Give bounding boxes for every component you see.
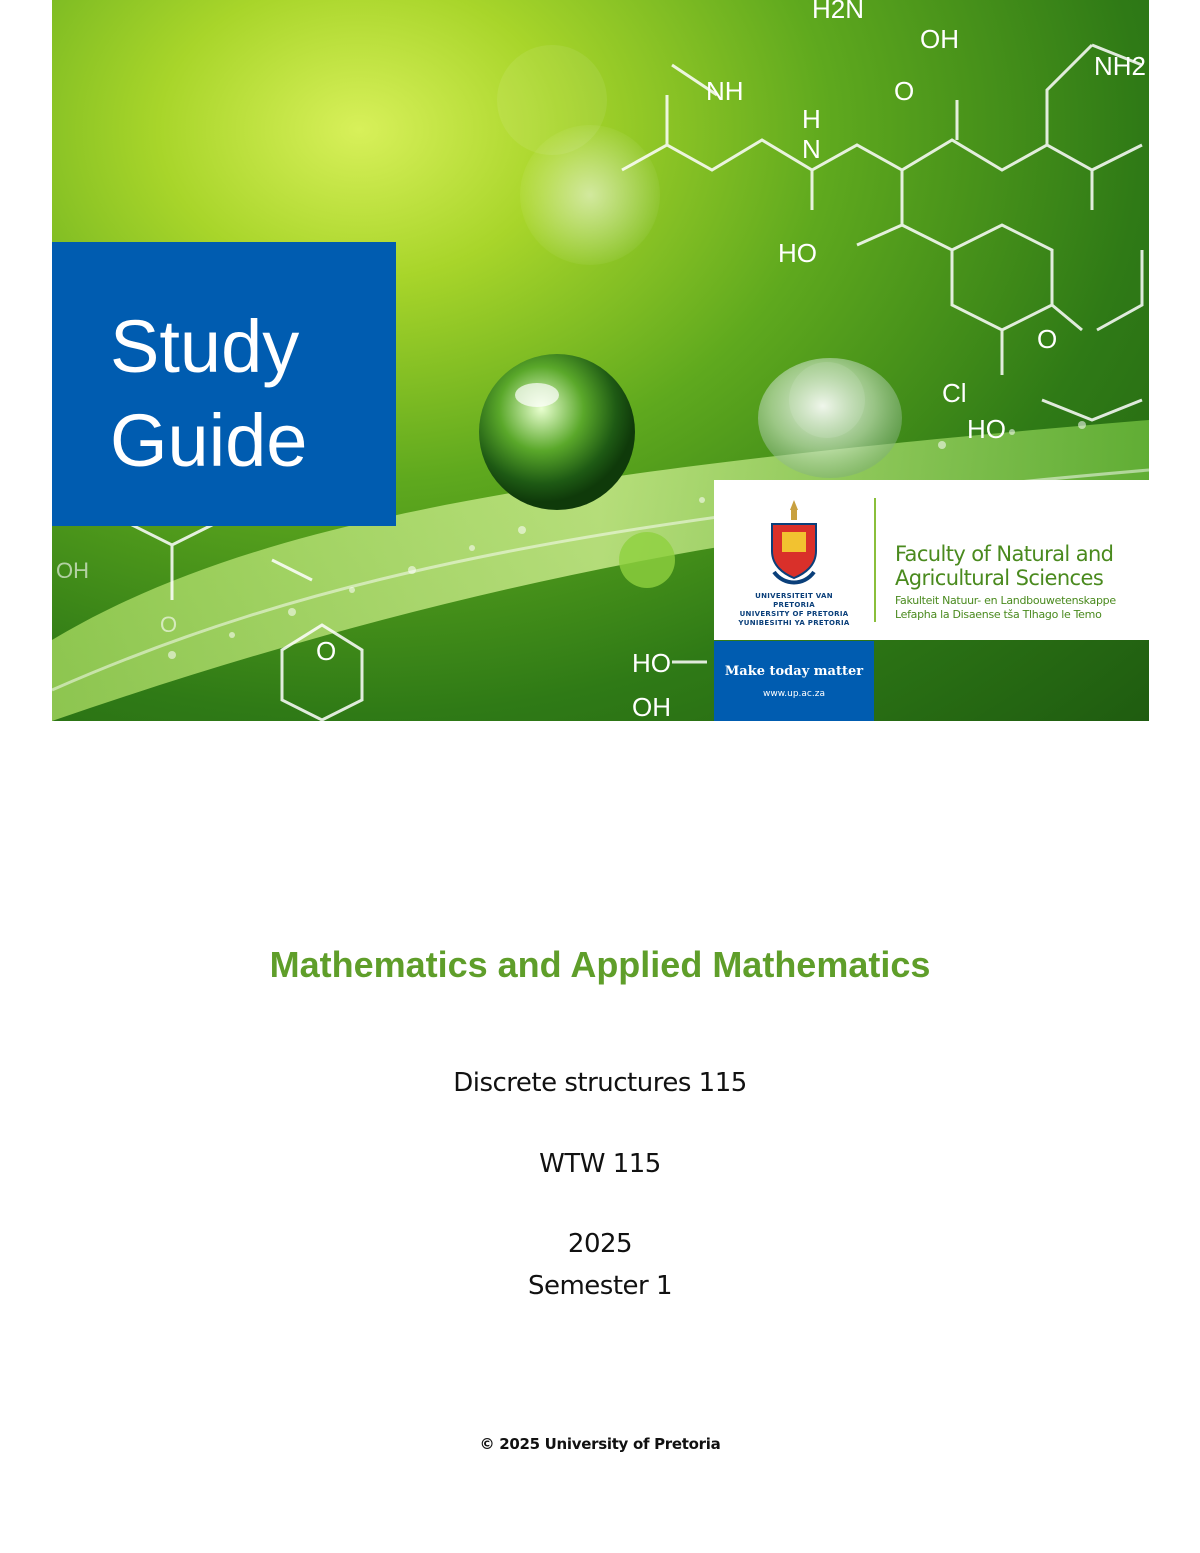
university-name-english: UNIVERSITY OF PRETORIA — [739, 610, 849, 618]
university-crest-icon — [764, 496, 824, 586]
faculty-subtitle-line2: Lefapha la Disaense tša Tlhago le Temo — [895, 608, 1102, 621]
logo-divider — [874, 498, 876, 622]
molecule-label: HO — [632, 648, 671, 678]
molecule-label: O — [316, 636, 337, 666]
molecule-label: Cl — [942, 378, 967, 408]
faculty-subtitle — [895, 594, 1149, 622]
study-guide-box — [52, 242, 396, 526]
university-name-afrikaans: UNIVERSITEIT VAN PRETORIA — [755, 592, 833, 609]
molecule-label: O — [1037, 324, 1058, 354]
document-title: Mathematics and Applied Mathematics — [269, 944, 931, 985]
university-name-sepedi: YUNIBESITHI YA PRETORIA — [738, 619, 850, 627]
molecule-label: OH — [632, 692, 671, 721]
slogan-text: Make today matter — [724, 664, 864, 679]
molecule-label: OH — [56, 558, 89, 583]
slogan-box — [714, 641, 874, 721]
molecule-label: HO — [778, 238, 817, 268]
study-guide-line1: Study — [110, 305, 300, 388]
year: 2025 — [567, 1229, 633, 1259]
study-guide-heading — [110, 300, 307, 488]
faculty-title-line1: Faculty of Natural and — [895, 542, 1114, 566]
faculty-subtitle-line1: Fakulteit Natuur- en Landbouwetenskappe — [895, 594, 1116, 607]
molecule-label: HO — [967, 414, 1006, 444]
molecule-label: O — [160, 612, 178, 637]
molecule-label: H — [802, 104, 821, 134]
faculty-logo-block — [714, 480, 1149, 640]
molecule-label: NH — [706, 76, 744, 106]
semester: Semester 1 — [527, 1271, 673, 1301]
faculty-title — [895, 542, 1145, 590]
copyright-notice: © 2025 University of Pretoria — [479, 1435, 721, 1453]
university-names — [734, 592, 854, 628]
molecule-label: OH — [920, 24, 959, 54]
molecule-label: NH2 — [1094, 51, 1147, 81]
cover-banner — [52, 0, 1149, 721]
course-code: WTW 115 — [539, 1149, 661, 1179]
website-link[interactable]: www.up.ac.za — [763, 689, 825, 699]
molecule-label: N — [802, 134, 821, 164]
course-name: Discrete structures 115 — [453, 1068, 747, 1098]
molecule-label: O — [894, 76, 915, 106]
molecule-label: H2N — [812, 0, 865, 24]
faculty-title-line2: Agricultural Sciences — [895, 566, 1104, 590]
study-guide-line2: Guide — [110, 399, 308, 482]
